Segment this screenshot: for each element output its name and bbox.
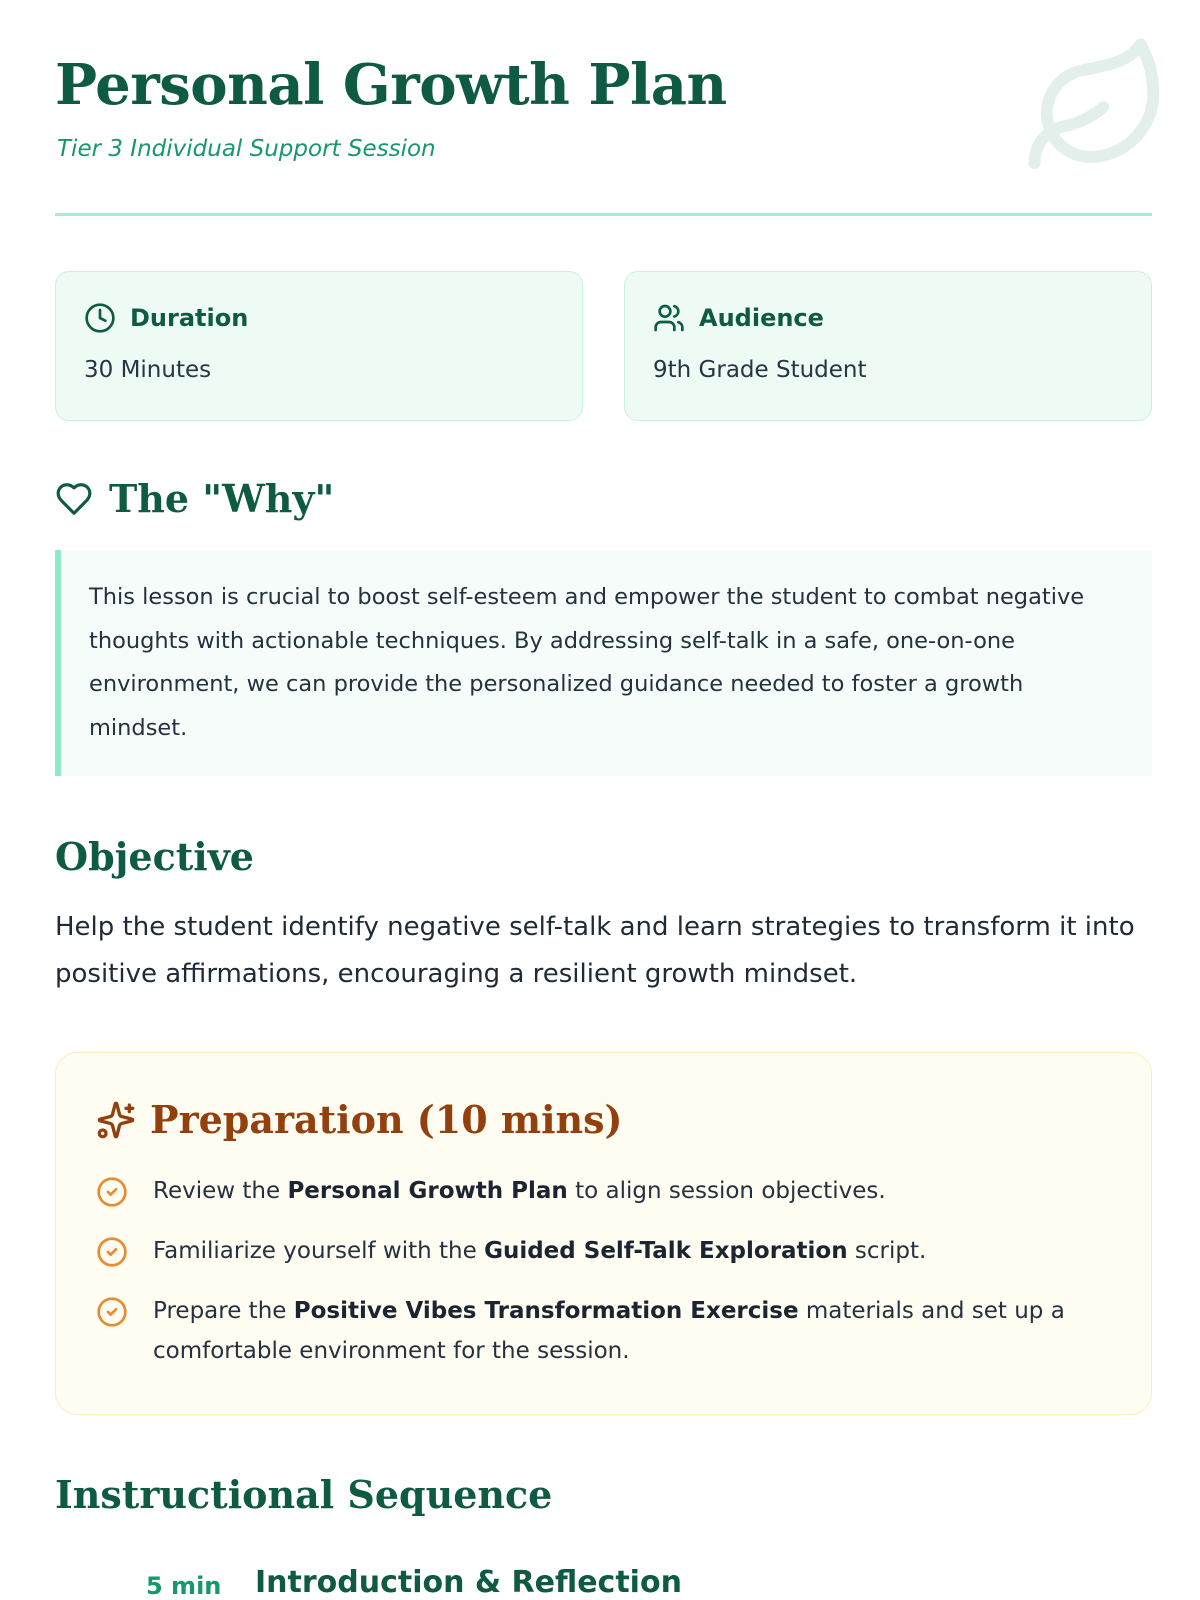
sparkles-icon xyxy=(96,1100,136,1140)
audience-value: 9th Grade Student xyxy=(653,357,867,383)
why-text: This lesson is crucial to boost self-esteem and empower the student to combat negative thoughts with actionable techniques. By addressing self-talk in a safe, one-on-one environment, we can provide the personalized guidance needed to foster a growth mindset. xyxy=(55,550,1152,776)
check-circle-icon xyxy=(96,1236,128,1268)
why-title: The "Why" xyxy=(109,476,335,521)
duration-card xyxy=(55,271,583,421)
page-subtitle: Tier 3 Individual Support Session xyxy=(57,136,436,162)
duration-value: 30 Minutes xyxy=(84,357,212,383)
duration-label: Duration xyxy=(130,304,249,332)
prep-item-bold: Personal Growth Plan xyxy=(287,1178,568,1204)
step-time: 5 min xyxy=(146,1572,222,1600)
audience-label: Audience xyxy=(699,304,824,332)
check-circle-icon xyxy=(96,1296,128,1328)
instructional-title: Instructional Sequence xyxy=(55,1472,553,1517)
prep-item-text: Review the xyxy=(153,1178,288,1204)
page-title: Personal Growth Plan xyxy=(55,52,727,118)
prep-item-text: materials and set up a comfortable environment for the session. xyxy=(153,1298,1065,1364)
list-item xyxy=(96,1291,1096,1371)
prep-item-text: Prepare the xyxy=(153,1298,294,1324)
preparation-list xyxy=(96,1171,1096,1391)
prep-item-bold: Positive Vibes Transformation Exercise xyxy=(293,1298,799,1324)
prep-item-text: to align session objectives. xyxy=(567,1178,886,1204)
objective-text: Help the student identify negative self-talk and learn strategies to transform it into positive affirmations, encouraging a resilient growth mindset. xyxy=(55,912,1135,989)
objective-title: Objective xyxy=(55,834,254,879)
preparation-card xyxy=(55,1052,1152,1415)
check-circle-icon xyxy=(96,1176,128,1208)
prep-item-bold: Guided Self-Talk Exploration xyxy=(484,1238,848,1264)
preparation-title: Preparation (10 mins) xyxy=(150,1097,623,1142)
header-divider xyxy=(55,213,1152,216)
users-icon xyxy=(653,302,685,334)
prep-item-text: script. xyxy=(847,1238,927,1264)
leaf-icon xyxy=(1022,32,1172,182)
prep-item-text: Familiarize yourself with the xyxy=(153,1238,485,1264)
clock-icon xyxy=(84,302,116,334)
audience-card xyxy=(624,271,1152,421)
step-title: Introduction & Reflection xyxy=(255,1565,682,1600)
list-item xyxy=(96,1171,1096,1211)
list-item xyxy=(96,1231,1096,1271)
why-heading xyxy=(55,476,334,521)
heart-icon xyxy=(55,480,93,518)
